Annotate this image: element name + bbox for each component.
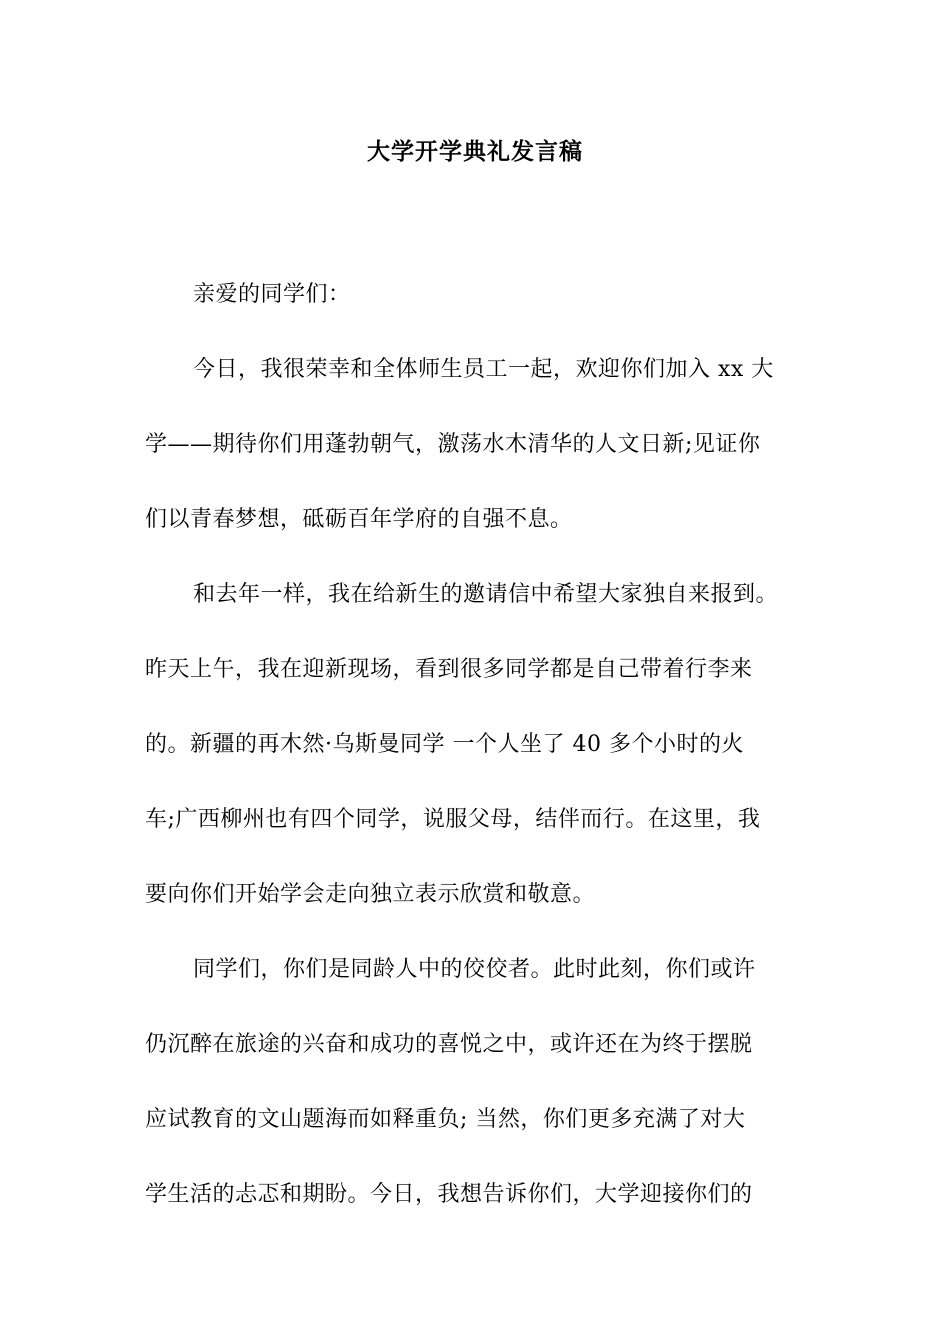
paragraph-line: 要向你们开始学会走向独立表示欣赏和敬意。 <box>145 882 596 907</box>
paragraph-line: 学生活的忐忑和期盼。今日，我想告诉你们，大学迎接你们的 <box>145 1182 753 1207</box>
paragraph-line: 今日，我很荣幸和全体师生员工一起，欢迎你们加入 xx 大 <box>193 357 774 382</box>
document-body <box>145 257 810 1232</box>
document-title: 大学开学典礼发言稿 <box>367 138 583 165</box>
paragraph-line: 车;广西柳州也有四个同学，说服父母，结伴而行。在这里，我 <box>145 807 761 832</box>
paragraph-line: 和去年一样，我在给新生的邀请信中希望大家独自来报到。 <box>193 582 779 607</box>
salutation-line: 亲爱的同学们： <box>193 282 351 307</box>
paragraph-line: 仍沉醉在旅途的兴奋和成功的喜悦之中，或许还在为终于摆脱 <box>145 1032 753 1057</box>
paragraph-line: 们以青春梦想，砥砺百年学府的自强不息。 <box>145 507 573 532</box>
paragraph-line: 同学们，你们是同龄人中的佼佼者。此时此刻，你们或许 <box>193 957 756 982</box>
paragraph-line: 的。新疆的再木然·乌斯曼同学 一个人坐了 40 多个小时的火 <box>145 732 744 757</box>
paragraph-line: 昨天上午，我在迎新现场，看到很多同学都是自己带着行李来 <box>145 657 753 682</box>
paragraph-line: 应试教育的文山题海而如释重负; 当然，你们更多充满了对大 <box>145 1107 746 1132</box>
paragraph-line: 学——期待你们用蓬勃朝气，激荡水木清华的人文日新;见证你 <box>145 432 761 457</box>
